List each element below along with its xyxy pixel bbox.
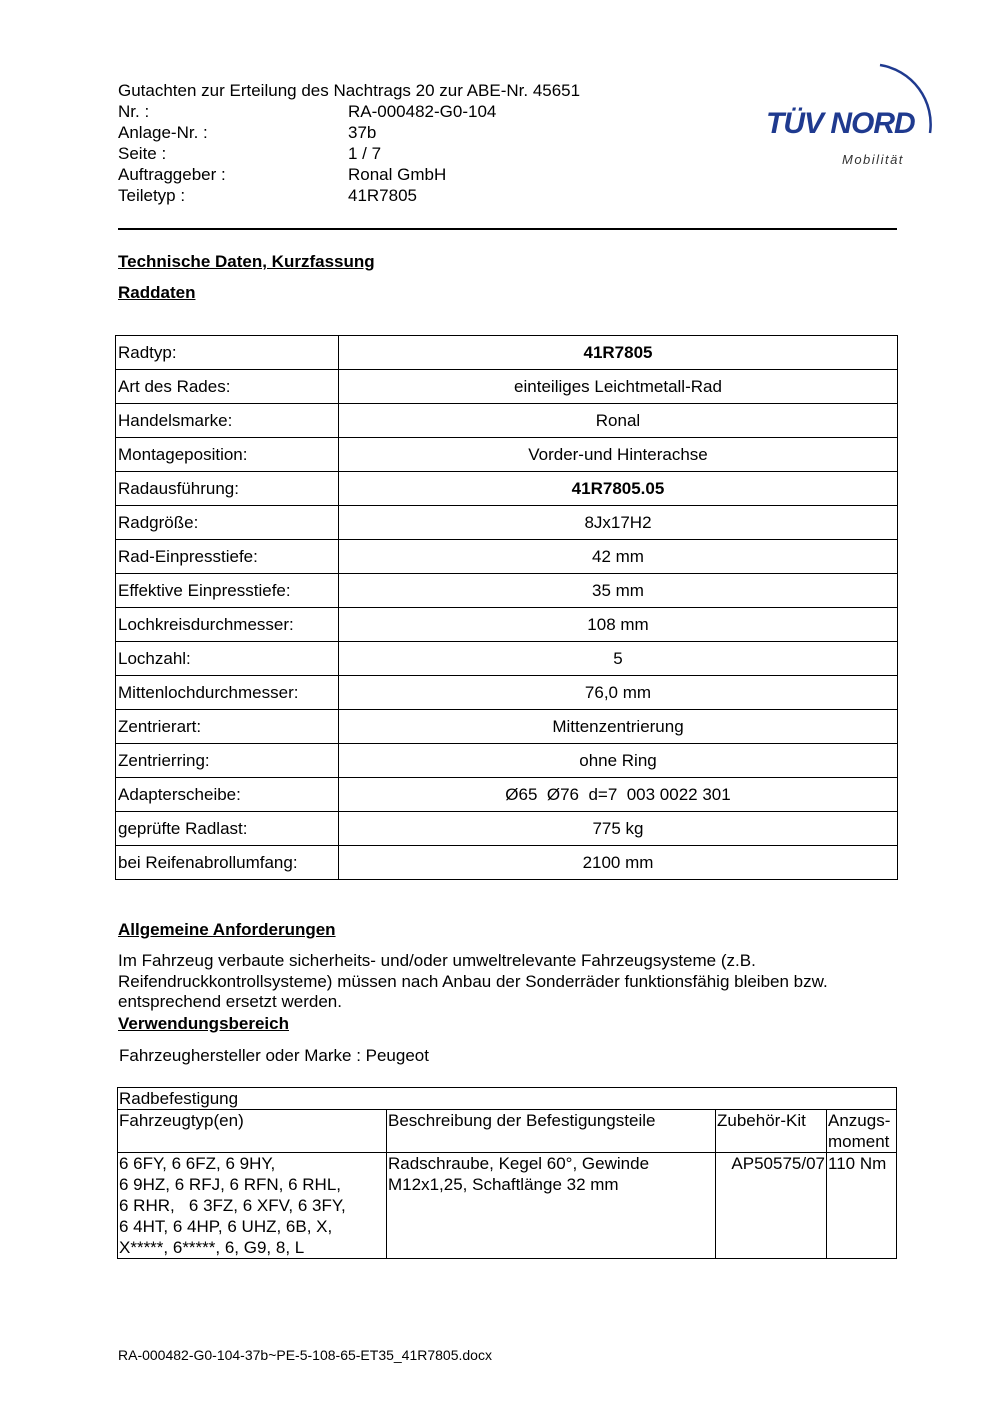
table-row (118, 1153, 897, 1259)
table-row (116, 778, 898, 812)
row-value: 35 mm (339, 574, 898, 608)
table-row (116, 336, 898, 370)
row-label: Lochkreisdurchmesser: (116, 608, 339, 642)
raddaten-table (115, 335, 898, 880)
row-label: Radtyp: (116, 336, 339, 370)
table-row (116, 472, 898, 506)
col-header-fahrzeugtyp: Fahrzeugtyp(en) (118, 1110, 387, 1153)
table-row (116, 642, 898, 676)
type-line: 6 9HZ, 6 RFJ, 6 RFN, 6 RHL, (119, 1175, 341, 1194)
header-row-anlage (118, 122, 580, 143)
row-value: 2100 mm (339, 846, 898, 880)
type-line: 6 RHR, 6 3FZ, 6 XFV, 6 3FY, (119, 1196, 346, 1215)
row-value: ohne Ring (339, 744, 898, 778)
footer-filename: RA-000482-G0-104-37b~PE-5-108-65-ET35_41R7805.docx (118, 1347, 492, 1363)
table-row (116, 370, 898, 404)
table-row (116, 438, 898, 472)
col-header-anzugsmoment: Anzugs- moment (827, 1110, 897, 1153)
heading-raddaten: Raddaten (118, 283, 196, 302)
heading-technische-daten: Technische Daten, Kurzfassung (118, 252, 375, 271)
allgemeine-paragraph: Im Fahrzeug verbaute sicherheits- und/oder umweltrelevante Fahrzeugsysteme (z.B. Reifendruckkontrollsysteme) müssen nach Anbau der Sonderräder funktionsfähig bleiben bzw. entsprechend ersetzt werden. (118, 951, 828, 1011)
table-row (116, 676, 898, 710)
row-label: Adapterscheibe: (116, 778, 339, 812)
row-label: Montageposition: (116, 438, 339, 472)
row-label: Lochzahl: (116, 642, 339, 676)
row-value: 41R7805.05 (339, 472, 898, 506)
row-label: Effektive Einpresstiefe: (116, 574, 339, 608)
table-row (116, 812, 898, 846)
table-row (116, 574, 898, 608)
col-header-beschreibung: Beschreibung der Befestigungsteile (387, 1110, 716, 1153)
fahrzeughersteller-line (119, 1046, 429, 1066)
header-key: Seite : (118, 144, 167, 163)
row-value: 41R7805 (339, 336, 898, 370)
tuv-nord-logo (760, 55, 945, 175)
cell-anzugsmoment: 110 Nm (827, 1153, 897, 1259)
header-key: Anlage-Nr. : (118, 123, 208, 142)
row-label: Zentrierart: (116, 710, 339, 744)
hersteller-label: Fahrzeughersteller oder Marke (119, 1046, 352, 1065)
cell-fahrzeugtypen (118, 1153, 387, 1259)
type-line: 6 4HT, 6 4HP, 6 UHZ, 6B, X, (119, 1217, 333, 1236)
desc-line: Radschraube, Kegel 60°, Gewinde (388, 1154, 650, 1173)
row-value: einteiliges Leichtmetall-Rad (339, 370, 898, 404)
row-value: 5 (339, 642, 898, 676)
table-row (116, 404, 898, 438)
table-row (118, 1088, 897, 1110)
row-label: Radgröße: (116, 506, 339, 540)
row-label: geprüfte Radlast: (116, 812, 339, 846)
radbefestigung-table (117, 1087, 897, 1259)
table-row (116, 710, 898, 744)
row-value: 8Jx17H2 (339, 506, 898, 540)
logo-subtitle: Mobilität (842, 152, 904, 167)
header-key: Nr. : (118, 102, 150, 121)
row-value: Vorder-und Hinterachse (339, 438, 898, 472)
header-value: 1 / 7 (348, 144, 382, 163)
header-value: RA-000482-G0-104 (348, 102, 497, 121)
header-value: 41R7805 (348, 186, 418, 205)
type-line: 6 6FY, 6 6FZ, 6 9HY, (119, 1154, 276, 1173)
header-divider (118, 228, 897, 230)
row-label: Art des Rades: (116, 370, 339, 404)
radbefestigung-title: Radbefestigung (118, 1088, 897, 1110)
header-row-seite (118, 143, 580, 164)
table-header-row (118, 1110, 897, 1153)
type-line: X*****, 6*****, 6, G9, 8, L (119, 1238, 305, 1257)
hersteller-value: : Peugeot (356, 1046, 429, 1065)
row-value: 42 mm (339, 540, 898, 574)
document-title: Gutachten zur Erteilung des Nachtrags 20 zur ABE-Nr. 45651 (118, 81, 581, 100)
row-label: Mittenlochdurchmesser: (116, 676, 339, 710)
row-label: Handelsmarke: (116, 404, 339, 438)
logo-brand: TÜV NORD (766, 107, 915, 140)
row-label: Rad-Einpresstiefe: (116, 540, 339, 574)
header-value: 37b (348, 123, 377, 142)
col-header-zubehoer-kit: Zubehör-Kit (716, 1110, 827, 1153)
table-row (116, 846, 898, 880)
table-row (116, 540, 898, 574)
document-header (118, 80, 580, 206)
table-row (116, 608, 898, 642)
row-value: 775 kg (339, 812, 898, 846)
header-row-nr (118, 101, 580, 122)
cell-zubehoer-kit: AP50575/07 (716, 1153, 827, 1259)
header-row-auftraggeber (118, 164, 580, 185)
row-value: Ø65 Ø76 d=7 003 0022 301 (339, 778, 898, 812)
row-value: 108 mm (339, 608, 898, 642)
row-value: 76,0 mm (339, 676, 898, 710)
row-label: Zentrierring: (116, 744, 339, 778)
heading-allgemeine-anforderungen: Allgemeine Anforderungen (118, 920, 336, 939)
header-row-teiletyp (118, 185, 580, 206)
header-key: Teiletyp : (118, 186, 186, 205)
header-value: Ronal GmbH (348, 165, 447, 184)
row-label: bei Reifenabrollumfang: (116, 846, 339, 880)
desc-line: M12x1,25, Schaftlänge 32 mm (388, 1175, 619, 1194)
cell-beschreibung (387, 1153, 716, 1259)
table-row (116, 506, 898, 540)
table-row (116, 744, 898, 778)
heading-verwendungsbereich: Verwendungsbereich (118, 1014, 289, 1033)
row-label: Radausführung: (116, 472, 339, 506)
row-value: Ronal (339, 404, 898, 438)
row-value: Mittenzentrierung (339, 710, 898, 744)
header-key: Auftraggeber : (118, 165, 226, 184)
